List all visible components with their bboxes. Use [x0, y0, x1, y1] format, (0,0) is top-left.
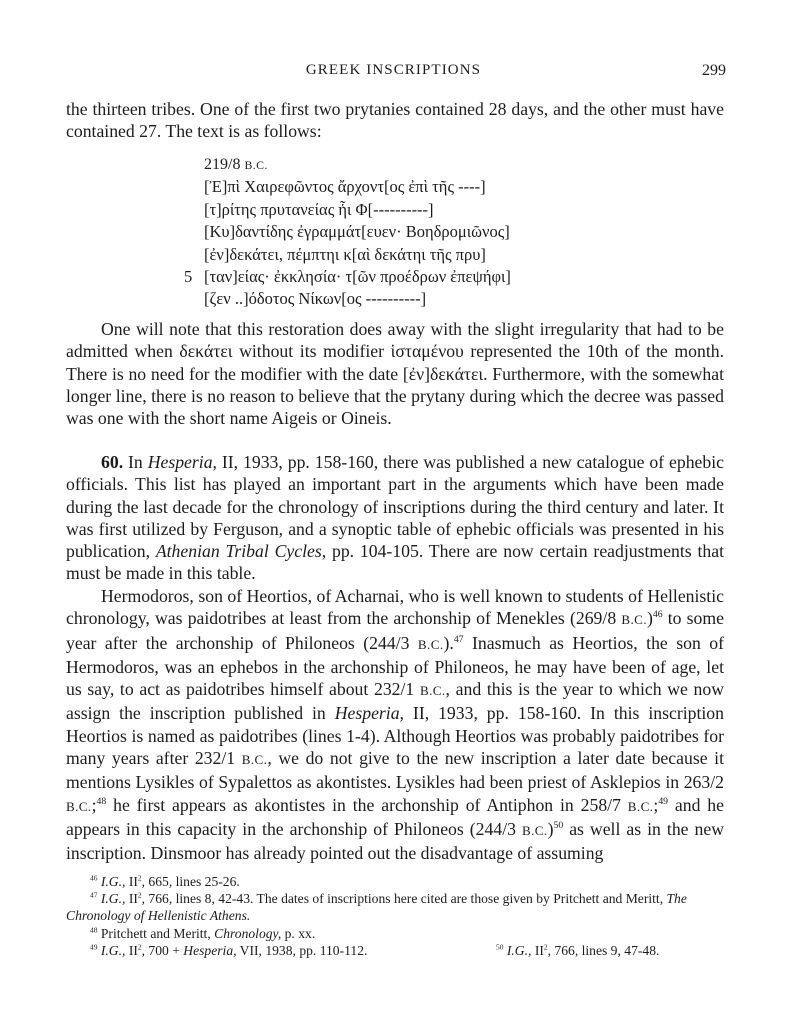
footnote-ref-47: 47	[453, 633, 464, 645]
inscription-date	[204, 156, 268, 174]
running-header	[0, 62, 787, 86]
footnote-49: $^{49}$ I.G., $II^2$, 700 + Hesperia, VII, 1938, pp. 110-112.	[90, 942, 368, 958]
paragraph-60: 60. In Hesperia, II, 1933, pp. 158-160, there was published a new catalogue of ephebic officials. This list has played an important part in the arguments which have been made during the last decade for the chronology of inscriptions during the third century and later. It was first utilized by Ferguson, and a synoptic table of ephebic officials was presented in his publication, Athenian Tribal Cycles, pp. 104-105. There are now certain readjustments that must be made in this table.	[66, 452, 725, 584]
inscription-line-3: [Κυ]δαντίδης ἐγραμμάτ[ευεν· Βοηδρομιῶνος]	[204, 222, 510, 241]
footnote-48: $^{48}$ Pritchett and Meritt, Chronology, p. xx.	[90, 925, 316, 941]
footnote-ref-48: 48	[96, 795, 107, 807]
footnote-ref-46: 46	[652, 609, 663, 621]
footnote-50: $^{50}$ I.G., $II^2$, 766, lines 9, 47-48.	[496, 942, 660, 958]
inscription-line-5: [ταν]είας· ἐκκλησία· τ[ῶν προέδρων ἐπεψήφι]	[204, 267, 511, 286]
footnote-46: $^{46}$ I.G., $II^2$, 665, lines 25-26.	[90, 873, 240, 889]
inscription-line-1: [Ἐ]πὶ Χαιρεφῶντος ἄρχοντ[ος ἐπὶ τῆς ----]	[204, 177, 486, 196]
date-era: B.C.	[244, 158, 268, 172]
inscription-line-number: 5	[184, 267, 193, 286]
page-number: 299	[702, 62, 726, 79]
date-year: 219/8	[204, 156, 241, 173]
footnote-47: $^{47}$ I.G., $II^2$, 766, lines 8, 42-43. The dates of inscriptions here cited are those given by Pritchett and Meritt, The Chronology of Hellenistic Athens.	[66, 890, 687, 924]
paragraph-restoration: One will note that this restoration does away with the slight irregularity that had to be admitted when δεκάτει without its modifier ἱσταμένου represented the 10th of the month. There is no need for the modifier with the date [ἐν]δεκάτει. Furthermore, with the somewhat longer line, there is no reason to believe that the prytany during which the decree was passed was one with the short name Aigeis or Oineis.	[66, 319, 724, 429]
footnote-ref-49: 49	[658, 795, 669, 807]
section-number: 60.	[101, 452, 124, 472]
paragraph-hermodoros: Hermodoros, son of Heortios, of Acharnai, who is well known to students of Hellenistic chronology, was paidotribes at least from the archonship of Menekles (269/8 B.C.)$^{46}$ to some year after the archonship of Philoneos (244/3 B.C.).$^{47}$ Inasmuch as Heortios, the son of Hermodoros, was an ephebos in the archonship of Philoneos, he may have been of age, let us say, to act as paidotribes himself about 232/1 B.C., and this is the year to which we now assign the inscription published in Hesperia, II, 1933, pp. 158-160. In this inscription Heortios is named as paidotribes (lines 1-4). Although Heortios was probably paidotribes for many years after 232/1 B.C., we do not give to the new inscription a later date because it mentions Lysikles of Sypalettos as akontistes. Lysikles had been priest of Asklepios in 263/2 B.C.;$^{48}$ he first appears as akontistes in the archonship of Antiphon in 258/7 B.C.;$^{49}$ and he appears in this capacity in the archonship of Philoneos (244/3 B.C.)$^{50}$ as well as in the new inscription. Dinsmoor has already pointed out the disadvantage of assuming	[66, 586, 724, 864]
footnote-ref-50: 50	[553, 820, 564, 832]
running-title: GREEK INSCRIPTIONS	[305, 62, 482, 78]
inscription-line-6: [ζεν ..]όδοτος Νίκων[ος ----------]	[204, 289, 427, 308]
inscription-line-2: [τ]ρίτης πρυτανείας ἧι Φ[----------]	[204, 200, 434, 219]
inscription-line-4: [ἐν]δεκάτει, πέμπτηι κ[αὶ δεκάτηι τῆς πρυ]	[204, 245, 486, 264]
intro-paragraph: the thirteen tribes. One of the first two prytanies contained 28 days, and the other must have contained 27. The text is as follows:	[66, 99, 724, 142]
